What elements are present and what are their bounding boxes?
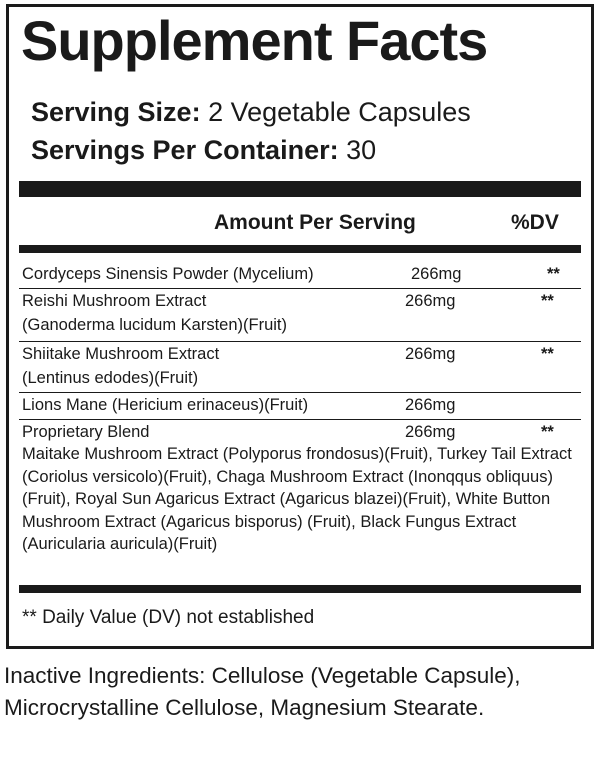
thick-divider — [19, 181, 581, 197]
ingredient-name: Shiitake Mushroom Extract — [22, 345, 220, 363]
supplement-facts-panel — [6, 4, 594, 649]
dv-footnote: ** Daily Value (DV) not established — [22, 607, 315, 628]
bottom-divider — [19, 585, 581, 593]
ingredient-amount: 266mg — [405, 423, 456, 441]
header-divider — [19, 245, 581, 253]
serving-size-label: Serving Size: — [31, 97, 201, 127]
ingredient-row — [19, 290, 581, 342]
dv-header: %DV — [511, 211, 559, 234]
ingredient-dv: ** — [541, 292, 554, 310]
ingredient-name-line2: (Ganoderma lucidum Karsten)(Fruit) — [22, 316, 287, 334]
servings-per-container-label: Servings Per Container: — [31, 135, 339, 165]
servings-per-container — [31, 137, 376, 164]
ingredient-row — [19, 343, 581, 393]
inactive-ingredients: Inactive Ingredients: Cellulose (Vegetable Capsule), Microcrystalline Cellulose, Magnesium Stearate. — [4, 663, 521, 720]
ingredient-row — [19, 421, 581, 443]
ingredient-name: Lions Mane (Hericium erinaceus)(Fruit) — [22, 396, 309, 414]
servings-per-container-value: 30 — [346, 135, 377, 165]
ingredient-amount: 266mg — [411, 265, 462, 283]
panel-title: Supplement Facts — [21, 9, 488, 72]
proprietary-blend-description: Maitake Mushroom Extract (Polyporus frondosus)(Fruit), Turkey Tail Extract (Coriolus versicolo)(Fruit), Chaga Mushroom Extract (Inonqqus obliquus)(Fruit), Royal Sun Agaricus Extract (Agaricus blazei)(Fruit), White Button Mushroom Extract (Agaricus bisporus) (Fruit), Black Fungus Extract (Auricularia auricula)(Fruit) — [22, 445, 572, 553]
ingredient-amount: 266mg — [405, 292, 456, 310]
ingredient-name-line2: (Lentinus edodes)(Fruit) — [22, 369, 199, 387]
amount-per-serving-header: Amount Per Serving — [214, 211, 416, 234]
serving-size-value: 2 Vegetable Capsules — [208, 97, 471, 127]
ingredient-row — [19, 394, 581, 420]
ingredient-dv: ** — [547, 265, 560, 283]
serving-size — [31, 99, 471, 126]
ingredient-name: Proprietary Blend — [22, 423, 150, 441]
ingredient-name: Reishi Mushroom Extract — [22, 292, 207, 310]
ingredient-amount: 266mg — [405, 345, 456, 363]
ingredient-dv: ** — [541, 423, 554, 441]
ingredient-name: Cordyceps Sinensis Powder (Mycelium) — [22, 265, 314, 283]
ingredient-amount: 266mg — [405, 396, 456, 414]
ingredient-row — [19, 263, 581, 289]
ingredient-dv: ** — [541, 345, 554, 363]
